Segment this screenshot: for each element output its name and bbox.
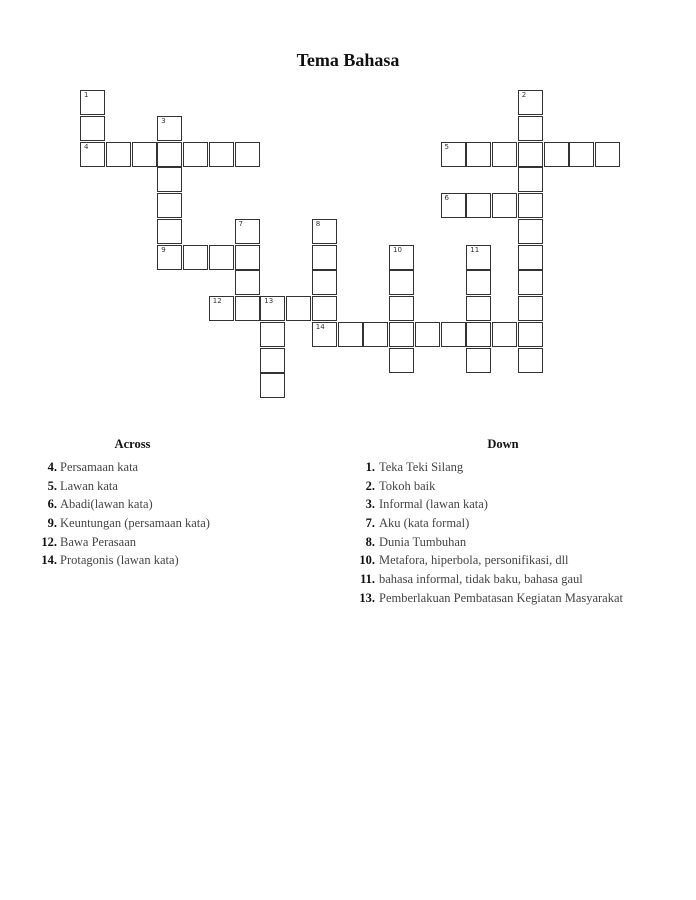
- crossword-cell[interactable]: [235, 219, 260, 244]
- crossword-cell[interactable]: [441, 193, 466, 218]
- clue-down-2: [355, 477, 665, 496]
- crossword-cell[interactable]: [466, 322, 491, 347]
- clue-number: 2.: [365, 478, 375, 493]
- clue-number: 1.: [365, 460, 375, 474]
- crossword-cell[interactable]: [389, 245, 414, 270]
- clue-across-12: [40, 533, 240, 552]
- clue-number: 12.: [41, 534, 57, 549]
- clue-across-4: [40, 458, 240, 477]
- clue-text: Pemberlakuan Pembatasan Kegiatan Masyarakat: [379, 590, 624, 605]
- crossword-cell[interactable]: [466, 270, 491, 295]
- crossword-cell[interactable]: [518, 167, 543, 192]
- crossword-cell[interactable]: [157, 245, 182, 270]
- clue-number: 11.: [360, 572, 375, 587]
- crossword-cell[interactable]: [518, 348, 543, 373]
- crossword-cell[interactable]: [235, 245, 260, 270]
- clue-text: bahasa informal, tidak baku, bahasa gaul: [379, 572, 583, 587]
- clue-number: 7.: [365, 516, 375, 531]
- clue-number: 9.: [47, 516, 57, 531]
- crossword-cell[interactable]: [518, 142, 543, 167]
- cell-number: 9: [161, 245, 166, 254]
- clue-text: Keuntungan (persamaan kata): [60, 516, 210, 531]
- clue-number: 8.: [365, 534, 375, 549]
- crossword-cell[interactable]: [312, 270, 337, 295]
- clue-down-3: [355, 495, 665, 514]
- clue-across-5: [40, 477, 240, 496]
- crossword-cell[interactable]: [312, 322, 337, 347]
- clue-number: 10.: [359, 553, 375, 568]
- cell-number: 2: [521, 91, 527, 99]
- crossword-cell[interactable]: [209, 245, 234, 270]
- crossword-cell[interactable]: [518, 322, 543, 347]
- crossword-cell[interactable]: [441, 322, 466, 347]
- crossword-cell[interactable]: [466, 245, 491, 270]
- crossword-cell[interactable]: [518, 219, 543, 244]
- clue-down-13: [355, 589, 665, 608]
- clue-text: Persamaan kata: [60, 460, 139, 474]
- crossword-cell[interactable]: [466, 348, 491, 373]
- crossword-cell[interactable]: [466, 296, 491, 321]
- crossword-cell[interactable]: [260, 373, 285, 398]
- clue-number: 4.: [47, 460, 57, 474]
- crossword-cell[interactable]: [183, 142, 208, 167]
- cell-number: 13: [264, 297, 274, 305]
- crossword-cell[interactable]: [415, 322, 440, 347]
- crossword-cell[interactable]: [492, 142, 517, 167]
- crossword-cell[interactable]: [209, 296, 234, 321]
- crossword-cell[interactable]: [209, 142, 234, 167]
- crossword-cell[interactable]: [312, 245, 337, 270]
- clue-number: 13.: [359, 590, 375, 605]
- crossword-cell[interactable]: [80, 142, 105, 167]
- crossword-cell[interactable]: [157, 193, 182, 218]
- crossword-cell[interactable]: [518, 270, 543, 295]
- cell-number: 1: [84, 91, 89, 99]
- clue-text: Abadi(lawan kata): [60, 497, 153, 512]
- down-clues: [355, 437, 665, 608]
- cell-number: 7: [238, 219, 243, 228]
- crossword-cell[interactable]: [80, 116, 105, 141]
- crossword-cell[interactable]: [157, 116, 182, 141]
- clue-text: Tokoh baik: [379, 478, 436, 493]
- crossword-cell[interactable]: [157, 167, 182, 192]
- crossword-cell[interactable]: [235, 142, 260, 167]
- cell-number: 3: [161, 116, 166, 125]
- crossword-cell[interactable]: [492, 322, 517, 347]
- clue-text: Lawan kata: [60, 478, 118, 493]
- crossword-grid: [0, 0, 696, 420]
- crossword-cell[interactable]: [157, 142, 182, 167]
- across-heading: Across: [114, 437, 151, 451]
- crossword-cell[interactable]: [132, 142, 157, 167]
- cell-number: 6: [444, 194, 449, 202]
- cell-number: 14: [315, 322, 325, 331]
- crossword-cell[interactable]: [235, 296, 260, 321]
- clue-text: Bawa Perasaan: [60, 534, 137, 549]
- crossword-cell[interactable]: [492, 193, 517, 218]
- crossword-cell[interactable]: [518, 296, 543, 321]
- clue-down-8: [355, 533, 665, 552]
- crossword-cell[interactable]: [260, 348, 285, 373]
- clue-down-1: [355, 458, 665, 477]
- across-clues: [40, 437, 240, 570]
- crossword-cell[interactable]: [389, 348, 414, 373]
- clue-text: Teka Teki Silang: [379, 460, 464, 474]
- cell-number: 10: [393, 245, 402, 254]
- cell-number: 11: [470, 245, 480, 254]
- clue-down-7: [355, 514, 665, 533]
- crossword-cell[interactable]: [389, 322, 414, 347]
- crossword-cell[interactable]: [569, 142, 594, 167]
- clue-text: Protagonis (lawan kata): [60, 553, 179, 568]
- clue-number: 14.: [41, 553, 57, 568]
- clue-number: 6.: [47, 497, 57, 512]
- clue-text: Informal (lawan kata): [379, 497, 488, 512]
- clue-across-9: [40, 514, 240, 533]
- crossword-cell[interactable]: [389, 270, 414, 295]
- clue-text: Dunia Tumbuhan: [379, 534, 467, 549]
- crossword-cell[interactable]: [518, 90, 543, 115]
- clue-down-11: [355, 570, 665, 589]
- cell-number: 8: [315, 219, 321, 228]
- clue-across-6: [40, 495, 240, 514]
- clue-number: 3.: [365, 497, 375, 512]
- crossword-cell[interactable]: [466, 142, 491, 167]
- crossword-cell[interactable]: [466, 193, 491, 218]
- crossword-cell[interactable]: [157, 219, 182, 244]
- crossword-cell[interactable]: [544, 142, 569, 167]
- clue-text: Metafora, hiperbola, personifikasi, dll: [379, 553, 569, 568]
- crossword-cell[interactable]: [363, 322, 388, 347]
- crossword-cell[interactable]: [106, 142, 131, 167]
- crossword-cell[interactable]: [518, 245, 543, 270]
- clue-down-10: [355, 551, 665, 570]
- crossword-cell[interactable]: [389, 296, 414, 321]
- clue-across-14: [40, 551, 240, 570]
- crossword-cell[interactable]: [235, 270, 260, 295]
- cell-number: 12: [212, 297, 222, 305]
- clue-number: 5.: [47, 478, 57, 493]
- crossword-cell[interactable]: [260, 322, 285, 347]
- crossword-cell[interactable]: [518, 193, 543, 218]
- down-heading: Down: [487, 437, 519, 451]
- cell-number: 5: [444, 142, 449, 151]
- page-title: Tema Bahasa: [296, 50, 400, 70]
- crossword-cell[interactable]: [312, 296, 337, 321]
- crossword-cell[interactable]: [260, 296, 285, 321]
- cell-number: 4: [84, 142, 89, 151]
- crossword-cell[interactable]: [312, 219, 337, 244]
- crossword-cell[interactable]: [286, 296, 311, 321]
- crossword-cell[interactable]: [338, 322, 363, 347]
- crossword-cell[interactable]: [183, 245, 208, 270]
- clue-text: Aku (kata formal): [379, 516, 470, 531]
- crossword-cell[interactable]: [518, 116, 543, 141]
- crossword-cell[interactable]: [595, 142, 620, 167]
- crossword-cell[interactable]: [441, 142, 466, 167]
- crossword-cell[interactable]: [80, 90, 105, 115]
